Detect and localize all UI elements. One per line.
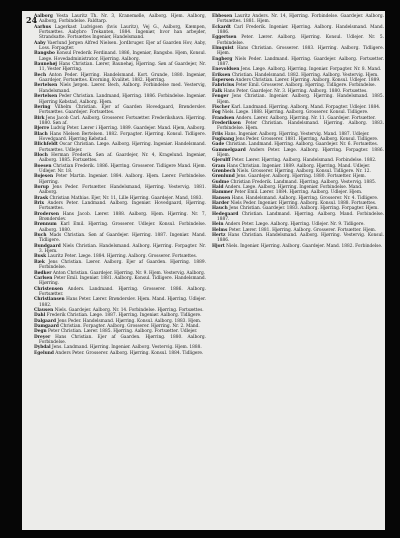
- entry-name: Fabricius: [212, 83, 235, 89]
- register-entry: [212, 25, 384, 36]
- entry-text: Christian. Landmand. Hjørring. Aalborg. Mand. Forbindelse. 1887.: [217, 211, 384, 223]
- entry-text: Hans Christian. Lærer, Baunehøj, Hjørring. Søn af Gaardejer, Nr. 11, Vester Hjørring.: [39, 62, 206, 73]
- register-entry: [212, 57, 384, 68]
- entry-name: Damgaard: [34, 323, 59, 329]
- entry-name: Brask: [34, 195, 49, 201]
- entry-name: Buch: [34, 233, 47, 239]
- entry-text: Hans Christian. Grosserer. 1883. Hjørring. Aalborg. Tidligere. Hjem.: [217, 46, 384, 57]
- entry-text: Peter Emil. Lærer. 1884. Hjørring. Aalborg. Udlejer. Hjem.: [234, 190, 363, 196]
- entry-name: Aarhus: [34, 24, 52, 30]
- entry-name: Fischer: [212, 104, 230, 110]
- entry-text: Karl. Landmand. Hjørring. Aalborg. Mand. Forpagter. Udlejer. 1884.: [231, 104, 381, 110]
- entry-name: Hauch: [212, 206, 228, 212]
- entry-text: Hans Christian. Ejer af Gaarden. Hjørring. 1880. Aalborg. Forbindelse.: [39, 334, 206, 345]
- entry-name: Blach: [34, 131, 48, 137]
- register-entry: [34, 222, 206, 233]
- entry-text: Herman Frederik. Søn af. Gaardejer, Nr. 4, Kragelund. Ingeniør, Aalborg. 1885. Fortsættes.: [39, 152, 206, 164]
- entry-name: Gammelgaard: [212, 147, 246, 153]
- entry-text: Peter Martin. Ingeniør. 1884. Aalborg. Hjem. Lærer. Forbindelse. Hjørring.: [39, 174, 207, 185]
- entry-name: Aalborg: [34, 14, 53, 19]
- book-page: [22, 11, 385, 530]
- entry-text: Jens Christian. Ingeniør. Aalborg. Hjørring. Handelsmand. 1885. Hjem.: [217, 94, 384, 105]
- entry-name: Bundgaard: [34, 243, 61, 249]
- entry-text: Niels. Læge. 1888. Hjørring. Aalborg. Grosserer. Konsul. Tidligere.: [222, 110, 369, 116]
- entry-text: Anders Peter. Grosserer. Aalborg. Hjørring. Konsul. 1884. Tidligere.: [55, 350, 204, 356]
- entry-text: Jens. Gaardejer. Aalborg. Hjørring. 1880. Fortsætter. Hjem.: [236, 174, 366, 180]
- entry-name: Baunehøj: [34, 62, 57, 68]
- entry-text: Vilhelm Christian. Ejer af Gaarden Hovedgaard, Brønderslev. Fortsættes. Gaardejer. Fortsættes.: [39, 104, 206, 116]
- entry-text: Christian Mathias. Ejer, Nr. 11, Lille Hjørring. Gaardejer. Mand, 1883.: [49, 195, 203, 201]
- entry-text: Mads Christian. Søn af Gaardejer. Hjørring. 1887. Ingeniør. Mand. Tidligere.: [39, 233, 206, 244]
- register-entry: [212, 14, 384, 25]
- entry-text: Jens Peder. Fortsætter. Handelsmand, Hjørring. Vestervig. 1881. Aalborg.: [39, 185, 206, 196]
- register-entry: [34, 83, 206, 94]
- entry-name: Aaby: [34, 40, 46, 46]
- register-entry: [212, 233, 384, 244]
- register-entry: [212, 35, 384, 46]
- entry-text: Karl Emil. Hjørring. Grosserer. Udlejer. Konsul. Forbindelse. Aalborg. 1880.: [39, 222, 206, 233]
- entry-text: Frederik Christian. Læge. 1887. Hjørring. Ingeniør. Aalborg. Tidligere.: [46, 313, 202, 319]
- entry-text: Hans Peter. Gaardejer. Nr. 3. Hjørring. Aalborg. 1880. Fortsættes.: [223, 88, 368, 94]
- entry-name: Enevoldsen: [212, 67, 240, 73]
- entry-text: Anton Christian. Gaardejer. Hjørring. Nr. 9. Hjem. Vestervig. Aalborg.: [52, 270, 206, 276]
- register-entry: [34, 233, 206, 244]
- entry-text: Hans Jacob. Lærer. 1888. Aalborg. Hjem. Hjørring. Nr. 7, Brønderslev.: [39, 211, 206, 223]
- entry-text: Anders. Læge. Aalborg. Hjørring. Ingeniør. Forbindelse. Mand.: [224, 185, 363, 190]
- entry-name: Grønbech: [212, 168, 236, 174]
- entry-name: Fuglsang: [212, 136, 235, 142]
- entry-text: Peder Christian. Landmand, Hjørring. 1886. Forbindelse. Ingeniør. Hjørring Købstad, Aalborg. Hjem.: [39, 94, 206, 105]
- entry-text: Lauritz Peter. Læge. 1884. Hjørring. Aalborg. Grosserer. Fortsættes.: [47, 254, 198, 260]
- entry-name: Eckardt: [212, 24, 231, 30]
- entry-text: Christian. Forpagter. Aalborg. Grosserer. Hjørring. Nr. 2. Mand.: [60, 323, 200, 329]
- entry-text: Lagerkast Ludvigsen (hvis Lauritz), Vej G., Aalborg, Kæmpen, Fortsættes. Aabybro Trekanten, 1884. Ingeniør, hvor han arbejder, Strandsatte. Fortsættes Ingeniør, Handelsmand.: [39, 24, 206, 41]
- entry-name: Brodersen: [34, 211, 60, 217]
- entry-text: Christian. Handelsmand. 1882. Hjørring. Aalborg. Vestervig. Hjem.: [231, 72, 379, 78]
- entry-name: Fenger: [212, 94, 229, 100]
- register-entry: [34, 335, 206, 346]
- entry-name: Gade: [212, 142, 225, 148]
- entry-text: Anders. Lærer. Aalborg. Hjørring. Nr. 11. Gaardejer. Fortsætter.: [235, 115, 376, 121]
- register-entry: [34, 25, 206, 41]
- entry-text: Jens Christian. Lærer. Aalborg. Ejer af Gaarden. Hjørring. 1889. Forbindelse.: [39, 259, 206, 271]
- register-entry: [34, 142, 206, 153]
- entry-name: Brix: [34, 201, 45, 207]
- entry-name: Bjerre: [34, 126, 50, 132]
- register-entry: [34, 14, 206, 25]
- entry-name: Bæk: [34, 259, 45, 265]
- entry-text: Christian Frederik. Landmand. Hjørring. Aalborg. Vestervig. 1885.: [230, 179, 377, 185]
- entry-name: Gram: [212, 163, 226, 169]
- entry-name: Hertz: [212, 233, 226, 239]
- entry-name: Fog: [212, 110, 221, 116]
- entry-name: Ebbesen: [212, 14, 233, 19]
- entry-text: Niels Christian. Handelsmand. Aalborg. Hjørring. Forpagter. Nr. 3. Hjem.: [39, 243, 206, 255]
- entry-name: Busk: [34, 254, 47, 260]
- register-entry: [212, 46, 384, 57]
- register-entry: [34, 287, 206, 298]
- entry-name: Hansen: [212, 195, 231, 201]
- entry-text: Anders. Landmand. Hjørring. Grosserer. 1886. Aalborg. Fortsætter.: [39, 286, 206, 297]
- entry-text: Carl Frederik. Ingeniør. Hjørring. Aalborg. Handelsmand. Mand. 1886.: [217, 24, 384, 36]
- entry-name: Bloch: [34, 152, 48, 158]
- entry-name: Eriksen: [212, 72, 231, 78]
- entry-text: Konsul Frederik Ferdinand. 1886, Ingeniør, Bangsbo. Hjem, Konsul. Læge. Hovedadministrator, Hjørring. Aalborg.: [39, 51, 206, 62]
- register-entry: [34, 62, 206, 73]
- entry-name: Espersen: [212, 78, 234, 84]
- entry-name: Bødker: [34, 270, 52, 276]
- entry-name: Bertelsen: [34, 94, 58, 100]
- entry-text: Lauritz Anders. Nr. 14, Hjørring. Forbindelse. Gaardejer. Aalborg. Fortsættes. 1881. Hjem.: [217, 14, 385, 25]
- entry-text: Hans. Ingeniør. Aalborg. Hjørring. Vestervig. Mand. 1887. Udlejer.: [224, 131, 370, 137]
- register-entry: [34, 164, 206, 175]
- entry-text: Niels Peder. Landmand. Hjørring. Gaardejer. Aalborg. Fortsætter. 1887.: [217, 56, 384, 68]
- register-entry: [34, 276, 206, 287]
- entry-text: Niels Peder. Ingeniør. Hjørring. Aalborg. Konsul. 1888. Fortsættes.: [230, 201, 377, 207]
- entry-name: Dalgaard: [34, 318, 56, 324]
- entry-name: Friis: [212, 131, 223, 137]
- register-entry: [34, 94, 206, 105]
- entry-name: Hjort: [212, 243, 225, 249]
- left-column: [34, 14, 206, 356]
- entry-text: Christian Frederik. 1886. Hjørring. Grosserer. Tidligere Mand. Hjem. Udlejer. Nr. 18.: [39, 163, 206, 174]
- entry-name: Bangsbo: [34, 51, 55, 57]
- entry-text: Anders Christian. Lærer. Hjørring. Aalborg. Konsul. Udlejer. 1889.: [235, 78, 381, 84]
- entry-text: Peter. Lærer. Hjørring. Aalborg. Handelsmand. Forbindelse. 1882.: [231, 158, 377, 164]
- entry-name: Harder: [212, 201, 230, 207]
- entry-text: Jens Christian. Gaardejer. 1883. Aalborg. Hjørring. Forpagter. Hjem.: [229, 206, 379, 212]
- entry-text: Niels. Ingeniør. Hjørring. Aalborg. Gaardejer. Mand. 1882. Forbindelse.: [226, 243, 383, 249]
- entry-name: Gjerulff: [212, 158, 231, 164]
- entry-name: Hammer: [212, 190, 233, 196]
- entry-text: Hans Nielsen Bertelsen. 1882. Forpagter. Hjørring. Konsul. Tidligere. Hovedgaard. Hjørring Købstad.: [39, 131, 206, 142]
- entry-text: Niels Jørgen. Lærer. Bech, Aalborg. Forbindelse med. Vestervig, Handelsmand.: [39, 83, 206, 94]
- entry-text: Niels. Grosserer. Hjørring. Aalborg. Konsul. Tidligere. Nr. 12.: [236, 168, 371, 174]
- register-entry: [34, 174, 206, 185]
- entry-name: Christiansen: [34, 297, 65, 303]
- register-entry: [34, 212, 206, 223]
- entry-name: Gudme: [212, 179, 230, 185]
- entry-name: Hedegaard: [212, 211, 239, 217]
- register-entry: [34, 132, 206, 143]
- entry-name: Elmquist: [212, 46, 234, 52]
- register-entry: [34, 153, 206, 164]
- entry-text: Anders Peter. Læge. Aalborg. Hjørring. Forpagter. 1886. Hjem.: [217, 147, 384, 158]
- entry-name: Bering: [34, 104, 51, 110]
- entry-name: Falk: [212, 88, 223, 94]
- register-entry: [34, 185, 206, 196]
- entry-name: Carlsen: [34, 275, 53, 281]
- entry-text: Peter. Lærer. Aalborg. Hjørring. Konsul. Udlejer. Nr. 5. Forbindelse.: [217, 35, 384, 46]
- register-entry: [34, 105, 206, 116]
- entry-name: Dahl: [34, 313, 46, 319]
- entry-name: Blichfeldt: [34, 142, 58, 148]
- entry-text: Hans Christian. Ingeniør. 1889. Aalborg. Hjørring. Mand. Udlejer.: [226, 163, 371, 169]
- entry-name: Grønlund: [212, 174, 235, 180]
- entry-name: Borup: [34, 185, 49, 190]
- entry-name: Frederiksen: [212, 120, 241, 126]
- entry-text: Anders Peter. Læge. Aalborg. Hjørring. Udlejer. Nr. 9. Tidligere.: [224, 222, 365, 228]
- right-column: [212, 14, 384, 249]
- entry-text: Anton Peder. Hjørring. Handelsmand. Kort. Grunde, 1880. Ingeniør, Gaardejer, Fortsættes. Kvorning, Kvalitet. 1882. Hjørring.: [39, 72, 206, 84]
- register-entry: [34, 41, 206, 52]
- entry-name: Boesen: [34, 163, 52, 169]
- entry-text: Peter Emil. Grosserer. Aalborg. Hjørring. Tidligere. Forbindelse.: [235, 83, 376, 89]
- page-number: 24: [26, 15, 38, 25]
- entry-name: Engberg: [212, 56, 233, 62]
- register-entry: [212, 94, 384, 105]
- entry-name: Hein: [212, 222, 224, 228]
- entry-name: Bertelsen: [34, 83, 58, 89]
- entry-text: Vaerlund Jørgen Alfred Nielsen. Jordbruger. Ejer af Gaarden Hov, Aaby, Loss. Forpagter.: [39, 40, 206, 52]
- entry-text: Jens. Landmand. Hjørring. Ingeniør. Aalborg. Vestervig. Hjem. 1888.: [52, 345, 202, 351]
- register-entry: [34, 351, 206, 356]
- entry-name: Hald: [212, 185, 224, 190]
- register-entry: [34, 244, 206, 255]
- entry-text: Peter Christian. Handelsmand. Hjørring. Aalborg. 1883. Forbindelse. Hjem.: [217, 120, 384, 132]
- entry-text: Anders Peter. Landmand. Aalborg. Ingeniør. Hovedgaard, Hjørring. Fortsættes.: [39, 201, 206, 212]
- entry-text: Peter. Lærer. 1881. Hjørring. Aalborg. Grosserer. Fortsætter. Hjem.: [228, 227, 377, 233]
- entry-text: Peter Christian. Lærer. 1885. Hjørring. Aalborg. Fortsætter. Udlejer.: [47, 329, 198, 335]
- entry-name: Bojesen: [34, 174, 54, 180]
- entry-text: Jens Jacob Carl. Aalborg. Grosserer. Fortsætter. Frederikshavn. Hjørring. 1880. Søn af.: [39, 115, 206, 126]
- register-entry: [212, 148, 384, 159]
- entry-text: Vesta Lauritz Th. Nr. 3, Kranemølle, Aalborg. Hjem. Aalborg, Aalborg, Forbindelse. Faldtarp.: [39, 14, 206, 25]
- entry-name: Frandsen: [212, 115, 235, 121]
- entry-name: Christensen: [34, 286, 63, 292]
- entry-text: Jens Peder. Grosserer. 1881. Hjørring. Aalborg. Konsul. Tidligere.: [235, 136, 379, 142]
- entry-name: Brønnum: [34, 222, 57, 228]
- entry-name: Eggertsen: [212, 35, 237, 41]
- register-entry: [212, 244, 384, 249]
- entry-name: Bech: [34, 72, 47, 78]
- register-entry: [34, 201, 206, 212]
- entry-text: Hans Christian. Handelsmand. Aalborg. Hjørring. Vestervig. Konsul. 1886.: [217, 233, 384, 244]
- entry-text: Oscar Christian. Læge. Aalborg. Hjørring. Ingeniør. Handelsmand. Fortsættes. Udlejer.: [39, 142, 206, 153]
- register-entry: [34, 116, 206, 127]
- register-entry: [34, 73, 206, 84]
- register-entry: [212, 212, 384, 223]
- entry-name: Birk: [34, 115, 45, 121]
- entry-text: Jens Peder. Handelsmand. Hjørring. Konsul. Aalborg. 1883. Hjem.: [57, 318, 202, 324]
- register-entry: [34, 297, 206, 308]
- entry-text: Hans. Handelsmand. Aalborg. Hjørring. Grosserer. Nr. 4. Tidligere.: [231, 195, 379, 201]
- entry-text: Ludvig Peter. Lærer i Hjørring. 1889. Gaardejer. Mand. Hjem, Aalborg.: [50, 126, 206, 132]
- register-entry: [34, 260, 206, 271]
- entry-name: Clausen: [34, 307, 54, 313]
- entry-name: Degn: [34, 329, 47, 335]
- register-entry: [34, 51, 206, 62]
- entry-text: Hans Peter. Lærer. Brønderslev. Hjem. Mand. Hjørring. Udlejer. 1882.: [39, 297, 207, 308]
- entry-name: Dreyer: [34, 334, 51, 340]
- entry-text: Jens. Læge. Aalborg. Hjørring. Ingeniør. Forpagter. Nr. 8. Mand.: [240, 67, 382, 73]
- entry-text: Christian. Landmand. Hjørring. Aalborg. Gaardejer. Nr. 6. Fortsættes.: [225, 142, 379, 148]
- entry-text: Niels. Gaardejer. Aalborg. Nr. 14. Forbindelse. Hjørring. Fortsættes.: [54, 307, 204, 313]
- entry-name: Egelund: [34, 350, 54, 356]
- register-entry: [212, 121, 384, 132]
- entry-name: Helms: [212, 227, 228, 233]
- entry-name: Dybdal: [34, 345, 51, 351]
- entry-text: Peter Emil. Ingeniør. 1881. Aalborg. Konsul. Tidligere. Handelsmand. Hjørring.: [39, 275, 206, 287]
